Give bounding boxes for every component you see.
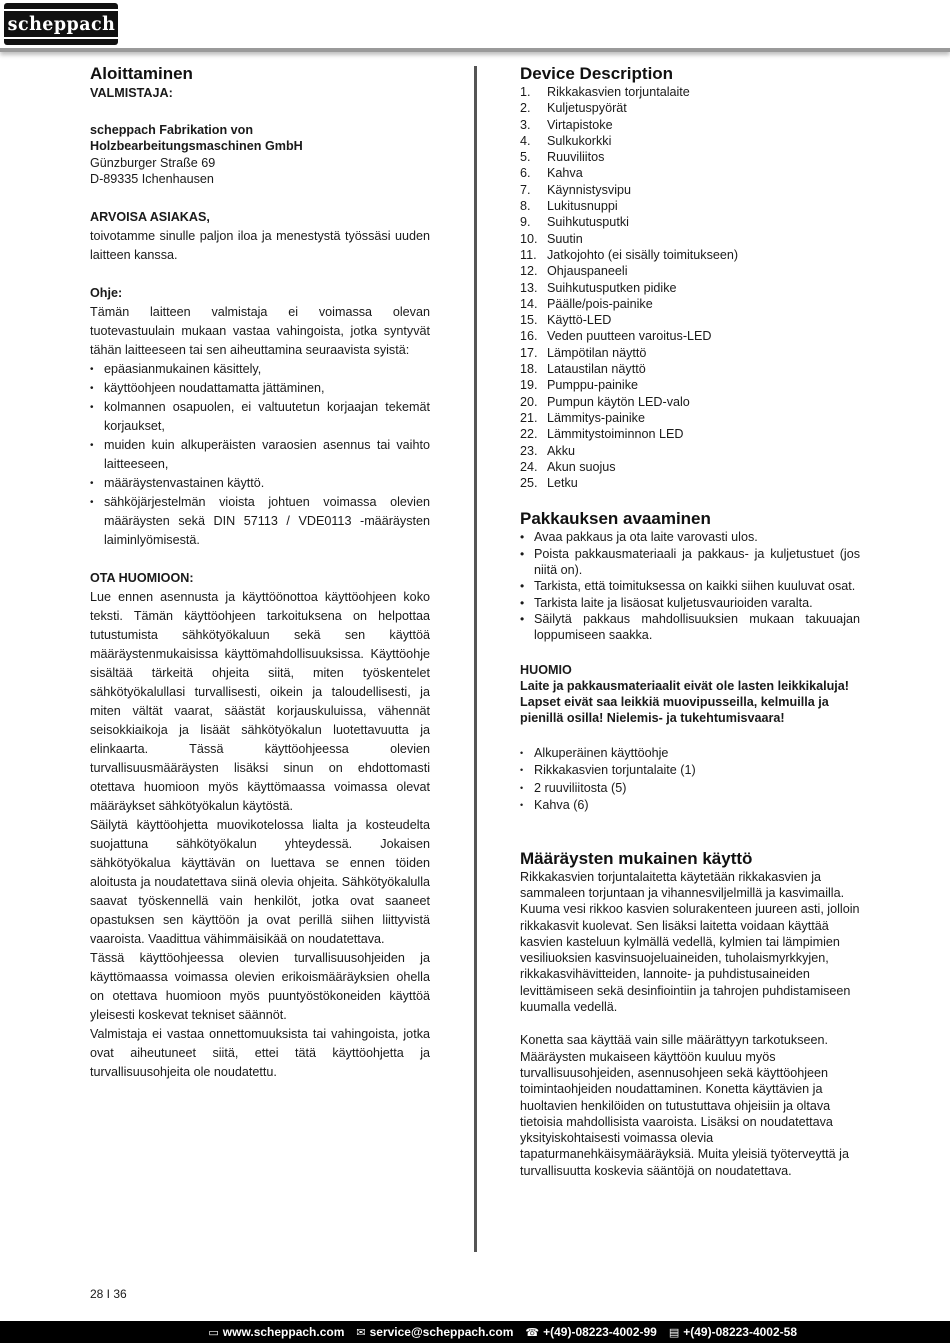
dear-customer-heading: ARVOISA ASIAKAS, [90, 210, 210, 225]
notice-heading: HUOMIO [520, 662, 572, 677]
list-item: 16. Veden puutteen varoitus-LED [520, 329, 712, 344]
list-item: 24. Akun suojus [520, 459, 616, 474]
page-number: 28 I 36 [90, 1287, 127, 1301]
list-item: 10. Suutin [520, 231, 583, 246]
manufacturer-name-line-2: Holzbearbeitungsmaschinen GmbH [90, 139, 303, 154]
scheppach-logo [4, 3, 118, 45]
list-item: • 2 ruuviliitosta (5) [520, 780, 860, 798]
list-item: 17. Lämpötilan näyttö [520, 345, 647, 360]
list-item: 12. Ohjauspaneeli [520, 264, 628, 279]
attention-paragraph: Lue ennen asennusta ja käyttöönottoa käyttöohjeen koko teksti. Tämän käyttöohjeen tarkoituksena on helpottaa tutustumista sähkötyökaluun sekä sen käyttöä määräystenmukaisissa käyttömahdollisuuksissa. Käyttöohje sisältää tärkeitä ohjeita siitä, miten työskentelet sähkötyökalullasi turvallisesti, oikein ja taloudellisesti, ja miten vältät vaarat, säästät korjauskuluissa, vähennät seisokkiaikoja ja lisäät sähkötyökalun luotettavuutta ja elinkaarta. Tässä käyttöohjeessa olevien turvallisuusmääräysten lisäksi sinun on ehdottomasti otettava huomioon myös käyttömaassa voimassa olevat määräykset sähkötyökalun käytöstä. [90, 590, 430, 814]
list-item: 1. Rikkakasvien torjuntalaite [520, 85, 690, 99]
intended-use-paragraph: Rikkakasvien torjuntalaitetta käytetään rikkakasvien ja sammaleen torjuntaan ja vihannesviljelmillä ja kasvimailla. Kuuma vesi rikkoo kasvien solurakenteen juureen asti, jolloin rikkakasvit kuolevat. Sen lisäksi laitetta voidaan käyttää kasvien kasteluun kylmällä vedellä, kylmien tai lämpimien vesiliuoksien kasvinsuojeluaineiden, tuholaismyrkkyjen, rikkakasvihävitteiden, lannoite- ja puhdistusaineiden levittämiseen sekä desinfiointiin ja tahrojen puhdistamiseen kuumalla vedellä. [520, 869, 860, 1015]
note-text: Tämän laitteen valmistaja ei voimassa olevan tuotevastuulain mukaan vastaa vahingoista, jotka syntyvät tähän laitteeseen tai sen aiheuttamina seuraavista syistä: [90, 305, 430, 358]
list-item: • kolmannen osapuolen, ei valtuutetun korjaajan tekemät korjaukset, [90, 398, 430, 436]
list-item: • määräystenvastainen käyttö. [90, 474, 430, 493]
list-item: 8. Lukitusnuppi [520, 199, 618, 214]
list-item: 21. Lämmitys-painike [520, 410, 645, 425]
manufacturer-heading: VALMISTAJA: [90, 86, 173, 100]
section-title-intended-use: Määräysten mukainen käyttö [520, 848, 753, 868]
list-item: • Tarkista laite ja lisäosat kuljetusvaurioiden varalta. [520, 595, 860, 611]
attention-heading: OTA HUOMIOON: [90, 571, 194, 586]
list-item: • muiden kuin alkuperäisten varaosien asennus tai vaihto laitteeseen, [90, 436, 430, 474]
footer-website[interactable]: ▭ www.scheppach.com [208, 1325, 345, 1339]
list-item: • Säilytä pakkaus mahdollisuuksien mukaan takuuajan loppumiseen saakka. [520, 611, 860, 644]
list-item: • käyttöohjeen noudattamatta jättäminen, [90, 379, 430, 398]
scope-of-delivery-list [520, 745, 860, 815]
header-band [0, 0, 950, 52]
attention-paragraph: Tässä käyttöohjeessa olevien turvallisuusohjeiden ja käyttömaassa voimassa olevien erikoismääräyksien ohella on otettava huomioon myös puuntyöstökoneiden käyttöä yleisesti koskevat tekniset säännöt. [90, 951, 430, 1023]
list-item: 7. Käynnistysvipu [520, 182, 631, 197]
list-item: 5. Ruuviliitos [520, 150, 605, 165]
list-item: 18. Lataustilan näyttö [520, 362, 646, 377]
envelope-icon: ✉ [356, 1326, 366, 1339]
list-item: • Kahva (6) [520, 797, 860, 815]
footer-bar [0, 1321, 950, 1343]
section-title-device-description: Device Description [520, 64, 674, 83]
manufacturer-name-line-1: scheppach Fabrikation von [90, 123, 254, 137]
list-item: 22. Lämmitystoiminnon LED [520, 427, 684, 442]
list-item: • Rikkakasvien torjuntalaite (1) [520, 762, 860, 780]
list-item: 2. Kuljetuspyörät [520, 101, 627, 116]
attention-paragraph: Valmistaja ei vastaa onnettomuuksista tai vahingoista, jotka ovat aiheutuneet siitä, ettei tätä käyttöohjetta ja turvallisuusohjeita ole noudatettu. [90, 1027, 430, 1080]
phone-icon: ☎ [525, 1326, 540, 1339]
list-item: 13. Suihkutusputken pidike [520, 280, 677, 295]
list-item: • Alkuperäinen käyttöohje [520, 745, 860, 763]
list-item: 14. Päälle/pois-painike [520, 296, 653, 311]
list-item: 6. Kahva [520, 166, 583, 181]
list-item: 20. Pumpun käytön LED-valo [520, 394, 690, 409]
footer-fax: ▤ +(49)-08223-4002-58 [668, 1325, 797, 1339]
right-column [520, 64, 860, 1179]
list-item: 4. Sulkukorkki [520, 133, 612, 148]
list-item: 3. Virtapistoke [520, 117, 613, 132]
notice-text: Laite ja pakkausmateriaalit eivät ole lasten leikkikaluja! Lapset eivät saa leikkiä muovipusseilla, kelmuilla ja pienillä osilla! Nielemis- ja tukehtumisvaara! [520, 678, 849, 726]
list-item: • Poista pakkausmateriaali ja pakkaus- ja kuljetustuet (jos niitä on). [520, 546, 860, 579]
fax-icon: ▤ [668, 1326, 680, 1339]
note-heading: Ohje: [90, 286, 123, 301]
monitor-icon: ▭ [208, 1326, 219, 1339]
list-item: • Avaa pakkaus ja ota laite varovasti ulos. [520, 529, 860, 545]
manufacturer-city: D-89335 Ichenhausen [90, 171, 214, 186]
left-column [90, 64, 430, 1082]
list-item: 23. Akku [520, 443, 575, 458]
section-title-getting-started: Aloittaminen [90, 64, 193, 83]
list-item: • epäasianmukainen käsittely, [90, 360, 430, 379]
list-item: • Tarkista, että toimituksessa on kaikki siihen kuuluvat osat. [520, 578, 860, 594]
list-item: 25. Letku [520, 476, 578, 491]
list-item: • sähköjärjestelmän vioista johtuen voimassa olevien määräysten sekä DIN 57113 / VDE0113 -määräysten laiminlyömisestä. [90, 493, 430, 550]
logo-text: scheppach [0, 9, 122, 39]
footer-email[interactable]: ✉ service@scheppach.com [356, 1325, 514, 1339]
column-divider [474, 66, 477, 1252]
section-title-unpacking: Pakkauksen avaaminen [520, 509, 711, 529]
list-item: 11. Jatkojohto (ei sisälly toimitukseen) [520, 247, 739, 262]
attention-paragraph: Säilytä käyttöohjetta muovikotelossa lialta ja kosteudelta suojattuna sähkötyökalun yhteydessä. Jokaisen sähkötyökalua käyttävän on luettava se ennen töiden aloitusta ja noudatettava siinä olevia ohjeita. Sähkötyökalulla saavat työskennellä vain henkilöt, jotka ovat saaneet opastuksen sen käyttöön ja ovat perillä siihen liittyvistä vaaroista. Vaadittua vähimmäisikää on noudatettava. [90, 818, 430, 947]
footer-phone: ☎ +(49)-08223-4002-99 [525, 1325, 657, 1339]
list-item: 9. Suihkutusputki [520, 215, 629, 230]
list-item: 15. Käyttö-LED [520, 313, 612, 328]
intended-use-paragraph: Konetta saa käyttää vain sille määrättyyn tarkotukseen. Määräysten mukaiseen käyttöön kuuluu myös turvallisuusohjeiden, asennusohjeen sekä käyttöohjeen toimintaohjeiden noudattaminen. Konetta käyttävien ja huoltavien henkilöiden on tutustuttava ohjeisiin ja oltava tietoisia mahdollisista vaaroista. Lisäksi on noudatettava yksityiskohtaisesti voimassa olevia tapaturmanehkäisymääräyksiä. Muita yleisiä työterveyttä ja turvallisuutta koskevia sääntöjä on noudatettava. [520, 1033, 849, 1178]
unpacking-list [520, 529, 860, 643]
dear-customer-text: toivotamme sinulle paljon iloa ja menestystä työssäsi uuden laitteen kanssa. [90, 229, 430, 263]
liability-list [90, 360, 430, 550]
manufacturer-street: Günzburger Straße 69 [90, 155, 216, 170]
list-item: 19. Pumppu-painike [520, 378, 639, 393]
device-parts-list [520, 84, 860, 491]
